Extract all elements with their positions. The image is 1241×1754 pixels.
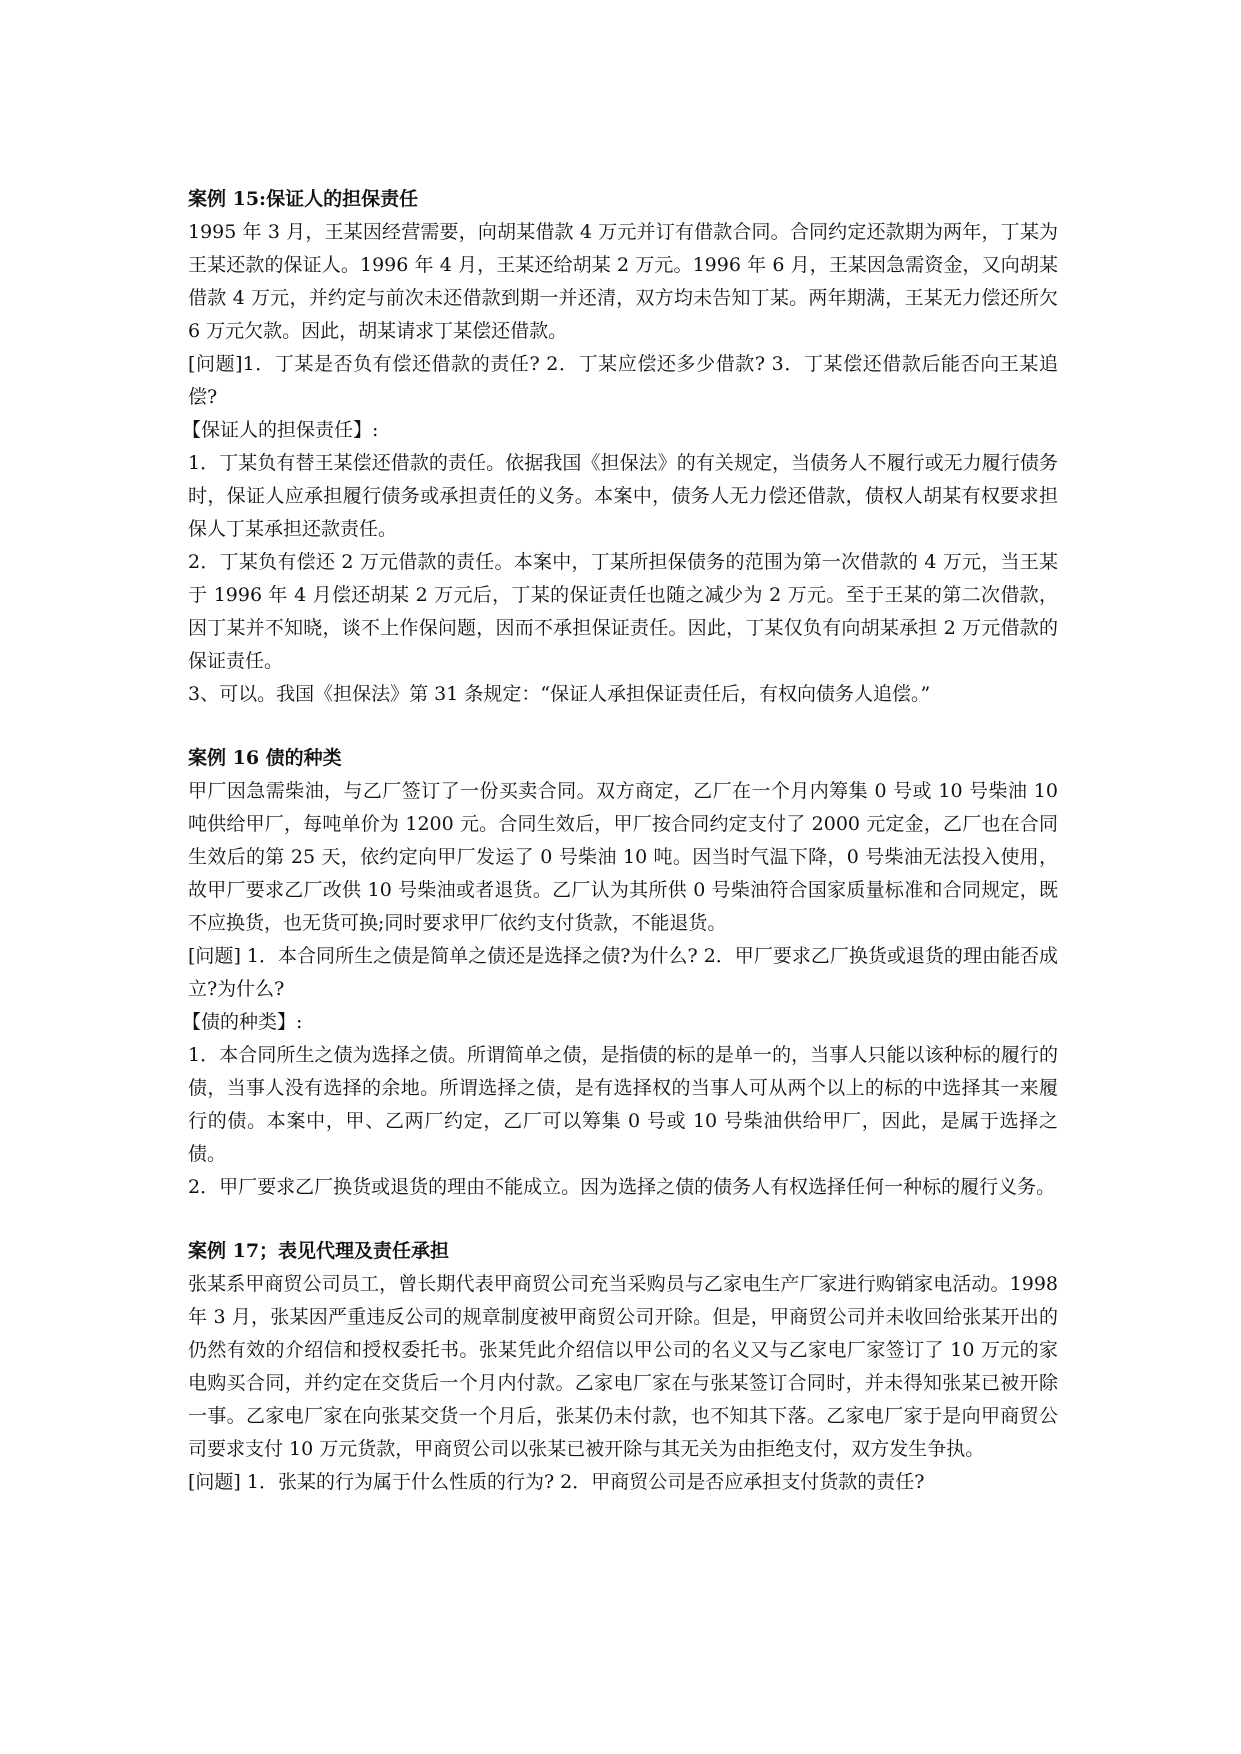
case-facts: 1995 年 3 月，王某因经营需要，向胡某借款 4 万元并订有借款合同。合同约定还款期为两年，丁某为王某还款的保证人。1996 年 4 月，王某还给胡某 2 万元。1996 年 6 月，王某因急需资金，又向胡某借款 4 万元，并约定与前次未还借款到期一并还清，双方均未告知丁某。两年期满，王某无力偿还所欠 6 万元欠款。因此，胡某请求丁某偿还借款。 — [188, 221, 1058, 342]
answer-paragraph: 2．甲厂要求乙厂换货或退货的理由不能成立。因为选择之债的债务人有权选择任何一种标的履行义务。 — [188, 1176, 1056, 1198]
case-facts: 甲厂因急需柴油，与乙厂签订了一份买卖合同。双方商定，乙厂在一个月内筹集 0 号或 10 号柴油 10 吨供给甲厂，每吨单价为 1200 元。合同生效后，甲厂按合同约定支付了 2000 元定金，乙厂也在合同生效后的第 25 天，依约定向甲厂发运了 0 号柴油 10 吨。因当时气温下降，0 号柴油无法投入使用，故甲厂要求乙厂改供 10 号柴油或者退货。乙厂认为其所供 0 号柴油符合国家质量标准和合同规定，既不应换货，也无货可换;同时要求甲厂依约支付货款，不能退货。 — [188, 780, 1058, 934]
answer-paragraph: 3、可以。我国《担保法》第 31 条规定：“保证人承担保证责任后，有权向债务人追偿。” — [188, 683, 931, 705]
case-facts: 张某系甲商贸公司员工，曾长期代表甲商贸公司充当采购员与乙家电生产厂家进行购销家电活动。1998 年 3 月，张某因严重违反公司的规章制度被甲商贸公司开除。但是，甲商贸公司并未收回给张某开出的仍然有效的介绍信和授权委托书。张某凭此介绍信以甲公司的名义又与乙家电厂家签订了 10 万元的家电购买合同，并约定在交货后一个月内付款。乙家电厂家在与张某签订合同时，并未得知张某已被开除一事。乙家电厂家在向张某交货一个月后，张某仍未付款，也不知其下落。乙家电厂家于是向甲商贸公司要求支付 10 万元货款，甲商贸公司以张某已被开除与其无关为由拒绝支付，双方发生争执。 — [188, 1273, 1058, 1460]
case-16 — [182, 742, 1058, 1204]
case-title: 案例 17；表见代理及责任承担 — [188, 1240, 450, 1262]
case-question: [问题]1．丁某是否负有偿还借款的责任? 2．丁某应偿还多少借款? 3．丁某偿还借款后能否向王某追偿? — [188, 353, 1058, 408]
case-15 — [182, 183, 1058, 711]
case-question: [问题] 1．本合同所生之债是简单之债还是选择之债?为什么? 2．甲厂要求乙厂换货或退货的理由能否成立?为什么? — [188, 945, 1058, 1000]
analysis-heading: 【债的种类】: — [182, 1011, 303, 1033]
answer-paragraph: 1．丁某负有替王某偿还借款的责任。依据我国《担保法》的有关规定，当债务人不履行或无力履行债务时，保证人应承担履行债务或承担责任的义务。本案中，债务人无力偿还借款，债权人胡某有权要求担保人丁某承担还款责任。 — [188, 452, 1058, 540]
answer-paragraph: 1．本合同所生之债为选择之债。所谓简单之债，是指债的标的是单一的，当事人只能以该种标的履行的债，当事人没有选择的余地。所谓选择之债，是有选择权的当事人可从两个以上的标的中选择其一来履行的债。本案中，甲、乙两厂约定，乙厂可以筹集 0 号或 10 号柴油供给甲厂，因此，是属于选择之债。 — [188, 1044, 1058, 1165]
case-title: 案例 15:保证人的担保责任 — [188, 188, 419, 210]
case-title: 案例 16 债的种类 — [188, 747, 342, 769]
case-question: [问题] 1．张某的行为属于什么性质的行为? 2．甲商贸公司是否应承担支付货款的责任? — [188, 1471, 925, 1493]
document-page — [182, 183, 1058, 1499]
answer-paragraph: 2．丁某负有偿还 2 万元借款的责任。本案中，丁某所担保债务的范围为第一次借款的 4 万元，当王某于 1996 年 4 月偿还胡某 2 万元后，丁某的保证责任也随之减少为 2 万元。至于王某的第二次借款，因丁某并不知晓，谈不上作保问题，因而不承担保证责任。因此，丁某仅负有向胡某承担 2 万元借款的保证责任。 — [188, 551, 1058, 672]
analysis-heading: 【保证人的担保责任】: — [182, 419, 379, 441]
case-17 — [188, 1235, 1058, 1499]
